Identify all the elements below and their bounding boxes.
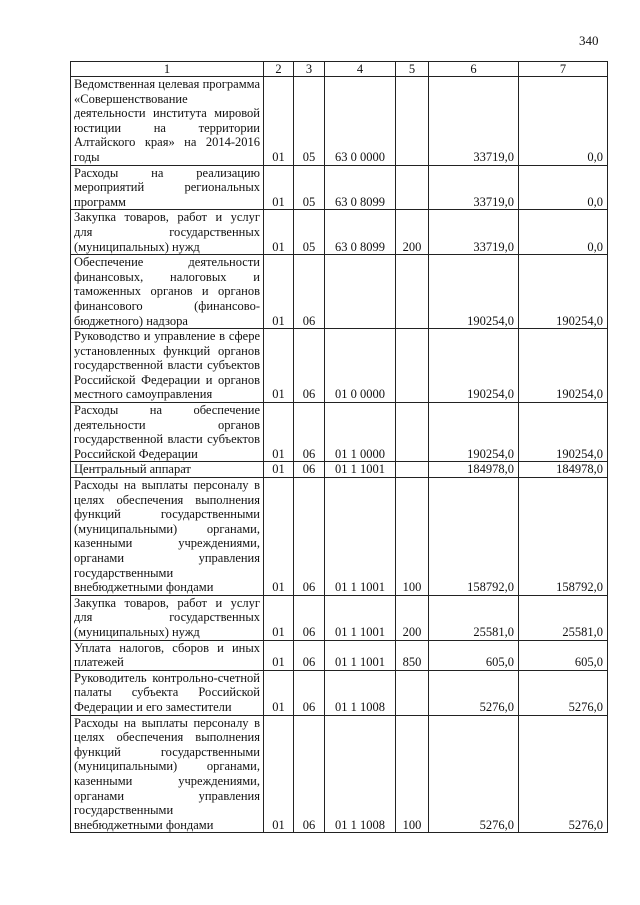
amount-2016: 184978,0 — [519, 462, 608, 478]
subsection-code: 06 — [294, 640, 325, 670]
page-number: 340 — [579, 33, 599, 48]
table-row — [71, 77, 608, 166]
expense-type-code — [396, 165, 429, 210]
target-article-code: 01 0 0000 — [325, 329, 396, 403]
amount-2016: 190254,0 — [519, 329, 608, 403]
expense-type-code — [396, 670, 429, 715]
expense-type-code: 100 — [396, 715, 429, 833]
row-name: Расходы на реализацию мероприятий региональных программ — [71, 165, 264, 210]
row-name: Расходы на выплаты персоналу в целях обеспечения выполнения функций государственными (муниципальными) органами, казенными учреждениями, органами управления государственными внебюджетными фондами — [71, 478, 264, 596]
column-header: 3 — [294, 62, 325, 77]
section-code: 01 — [264, 77, 294, 166]
section-code: 01 — [264, 255, 294, 329]
subsection-code: 06 — [294, 329, 325, 403]
target-article-code: 01 1 1001 — [325, 640, 396, 670]
subsection-code: 05 — [294, 77, 325, 166]
target-article-code: 01 1 0000 — [325, 403, 396, 462]
subsection-code: 06 — [294, 715, 325, 833]
subsection-code: 06 — [294, 403, 325, 462]
target-article-code: 63 0 0000 — [325, 77, 396, 166]
target-article-code: 01 1 1001 — [325, 595, 396, 640]
column-header: 4 — [325, 62, 396, 77]
target-article-code: 01 1 1008 — [325, 670, 396, 715]
table-row — [71, 210, 608, 255]
section-code: 01 — [264, 715, 294, 833]
subsection-code: 06 — [294, 255, 325, 329]
table-row — [71, 403, 608, 462]
section-code: 01 — [264, 595, 294, 640]
subsection-code: 06 — [294, 462, 325, 478]
expense-type-code — [396, 462, 429, 478]
amount-2016: 5276,0 — [519, 670, 608, 715]
expense-type-code: 850 — [396, 640, 429, 670]
row-name: Руководитель контрольно-счетной палаты субъекта Российской Федерации и его заместители — [71, 670, 264, 715]
amount-2015: 33719,0 — [429, 165, 519, 210]
target-article-code: 01 1 1008 — [325, 715, 396, 833]
row-name: Центральный аппарат — [71, 462, 264, 478]
subsection-code: 05 — [294, 210, 325, 255]
section-code: 01 — [264, 210, 294, 255]
amount-2015: 5276,0 — [429, 670, 519, 715]
amount-2015: 33719,0 — [429, 77, 519, 166]
amount-2015: 190254,0 — [429, 329, 519, 403]
expense-type-code: 100 — [396, 478, 429, 596]
expense-type-code — [396, 77, 429, 166]
expense-type-code: 200 — [396, 595, 429, 640]
section-code: 01 — [264, 329, 294, 403]
amount-2016: 190254,0 — [519, 255, 608, 329]
amount-2015: 25581,0 — [429, 595, 519, 640]
row-name: Закупка товаров, работ и услуг для государственных (муниципальных) нужд — [71, 595, 264, 640]
section-code: 01 — [264, 165, 294, 210]
table-row — [71, 715, 608, 833]
target-article-code: 63 0 8099 — [325, 210, 396, 255]
subsection-code: 06 — [294, 670, 325, 715]
subsection-code: 05 — [294, 165, 325, 210]
column-header: 6 — [429, 62, 519, 77]
expense-type-code — [396, 329, 429, 403]
table-row — [71, 478, 608, 596]
row-name: Закупка товаров, работ и услуг для государственных (муниципальных) нужд — [71, 210, 264, 255]
table-header — [71, 62, 608, 77]
section-code: 01 — [264, 403, 294, 462]
table-row — [71, 640, 608, 670]
expense-type-code — [396, 255, 429, 329]
row-name: Расходы на выплаты персоналу в целях обеспечения выполнения функций государственными (муниципальными) органами, казенными учреждениями, органами управления государственными внебюджетными фондами — [71, 715, 264, 833]
table-row — [71, 462, 608, 478]
subsection-code: 06 — [294, 478, 325, 596]
table-body — [71, 77, 608, 833]
table-row — [71, 165, 608, 210]
target-article-code — [325, 255, 396, 329]
amount-2016: 5276,0 — [519, 715, 608, 833]
row-name: Ведомственная целевая программа «Совершенствование деятельности института мировой юстиции на территории Алтайского края» на 2014-2016 годы — [71, 77, 264, 166]
amount-2015: 190254,0 — [429, 255, 519, 329]
column-header: 7 — [519, 62, 608, 77]
amount-2015: 5276,0 — [429, 715, 519, 833]
target-article-code: 01 1 1001 — [325, 478, 396, 596]
amount-2015: 33719,0 — [429, 210, 519, 255]
amount-2016: 0,0 — [519, 77, 608, 166]
amount-2015: 184978,0 — [429, 462, 519, 478]
table-row — [71, 595, 608, 640]
expense-type-code — [396, 403, 429, 462]
column-header: 5 — [396, 62, 429, 77]
expense-type-code: 200 — [396, 210, 429, 255]
row-name: Уплата налогов, сборов и иных платежей — [71, 640, 264, 670]
amount-2016: 0,0 — [519, 165, 608, 210]
section-code: 01 — [264, 670, 294, 715]
column-header: 2 — [264, 62, 294, 77]
column-header: 1 — [71, 62, 264, 77]
amount-2016: 190254,0 — [519, 403, 608, 462]
section-code: 01 — [264, 640, 294, 670]
table-row — [71, 255, 608, 329]
budget-table — [70, 61, 608, 833]
amount-2016: 605,0 — [519, 640, 608, 670]
amount-2016: 0,0 — [519, 210, 608, 255]
section-code: 01 — [264, 462, 294, 478]
row-name: Расходы на обеспечение деятельности органов государственной власти субъектов Российской Федерации — [71, 403, 264, 462]
row-name: Руководство и управление в сфере установленных функций органов государственной власти субъектов Российской Федерации и органов местного самоуправления — [71, 329, 264, 403]
table-row — [71, 329, 608, 403]
target-article-code: 01 1 1001 — [325, 462, 396, 478]
row-name: Обеспечение деятельности финансовых, налоговых и таможенных органов и органов финансового (финансово-бюджетного) надзора — [71, 255, 264, 329]
target-article-code: 63 0 8099 — [325, 165, 396, 210]
amount-2015: 605,0 — [429, 640, 519, 670]
amount-2016: 25581,0 — [519, 595, 608, 640]
section-code: 01 — [264, 478, 294, 596]
amount-2016: 158792,0 — [519, 478, 608, 596]
header-row — [71, 62, 608, 77]
amount-2015: 190254,0 — [429, 403, 519, 462]
subsection-code: 06 — [294, 595, 325, 640]
table-row — [71, 670, 608, 715]
amount-2015: 158792,0 — [429, 478, 519, 596]
